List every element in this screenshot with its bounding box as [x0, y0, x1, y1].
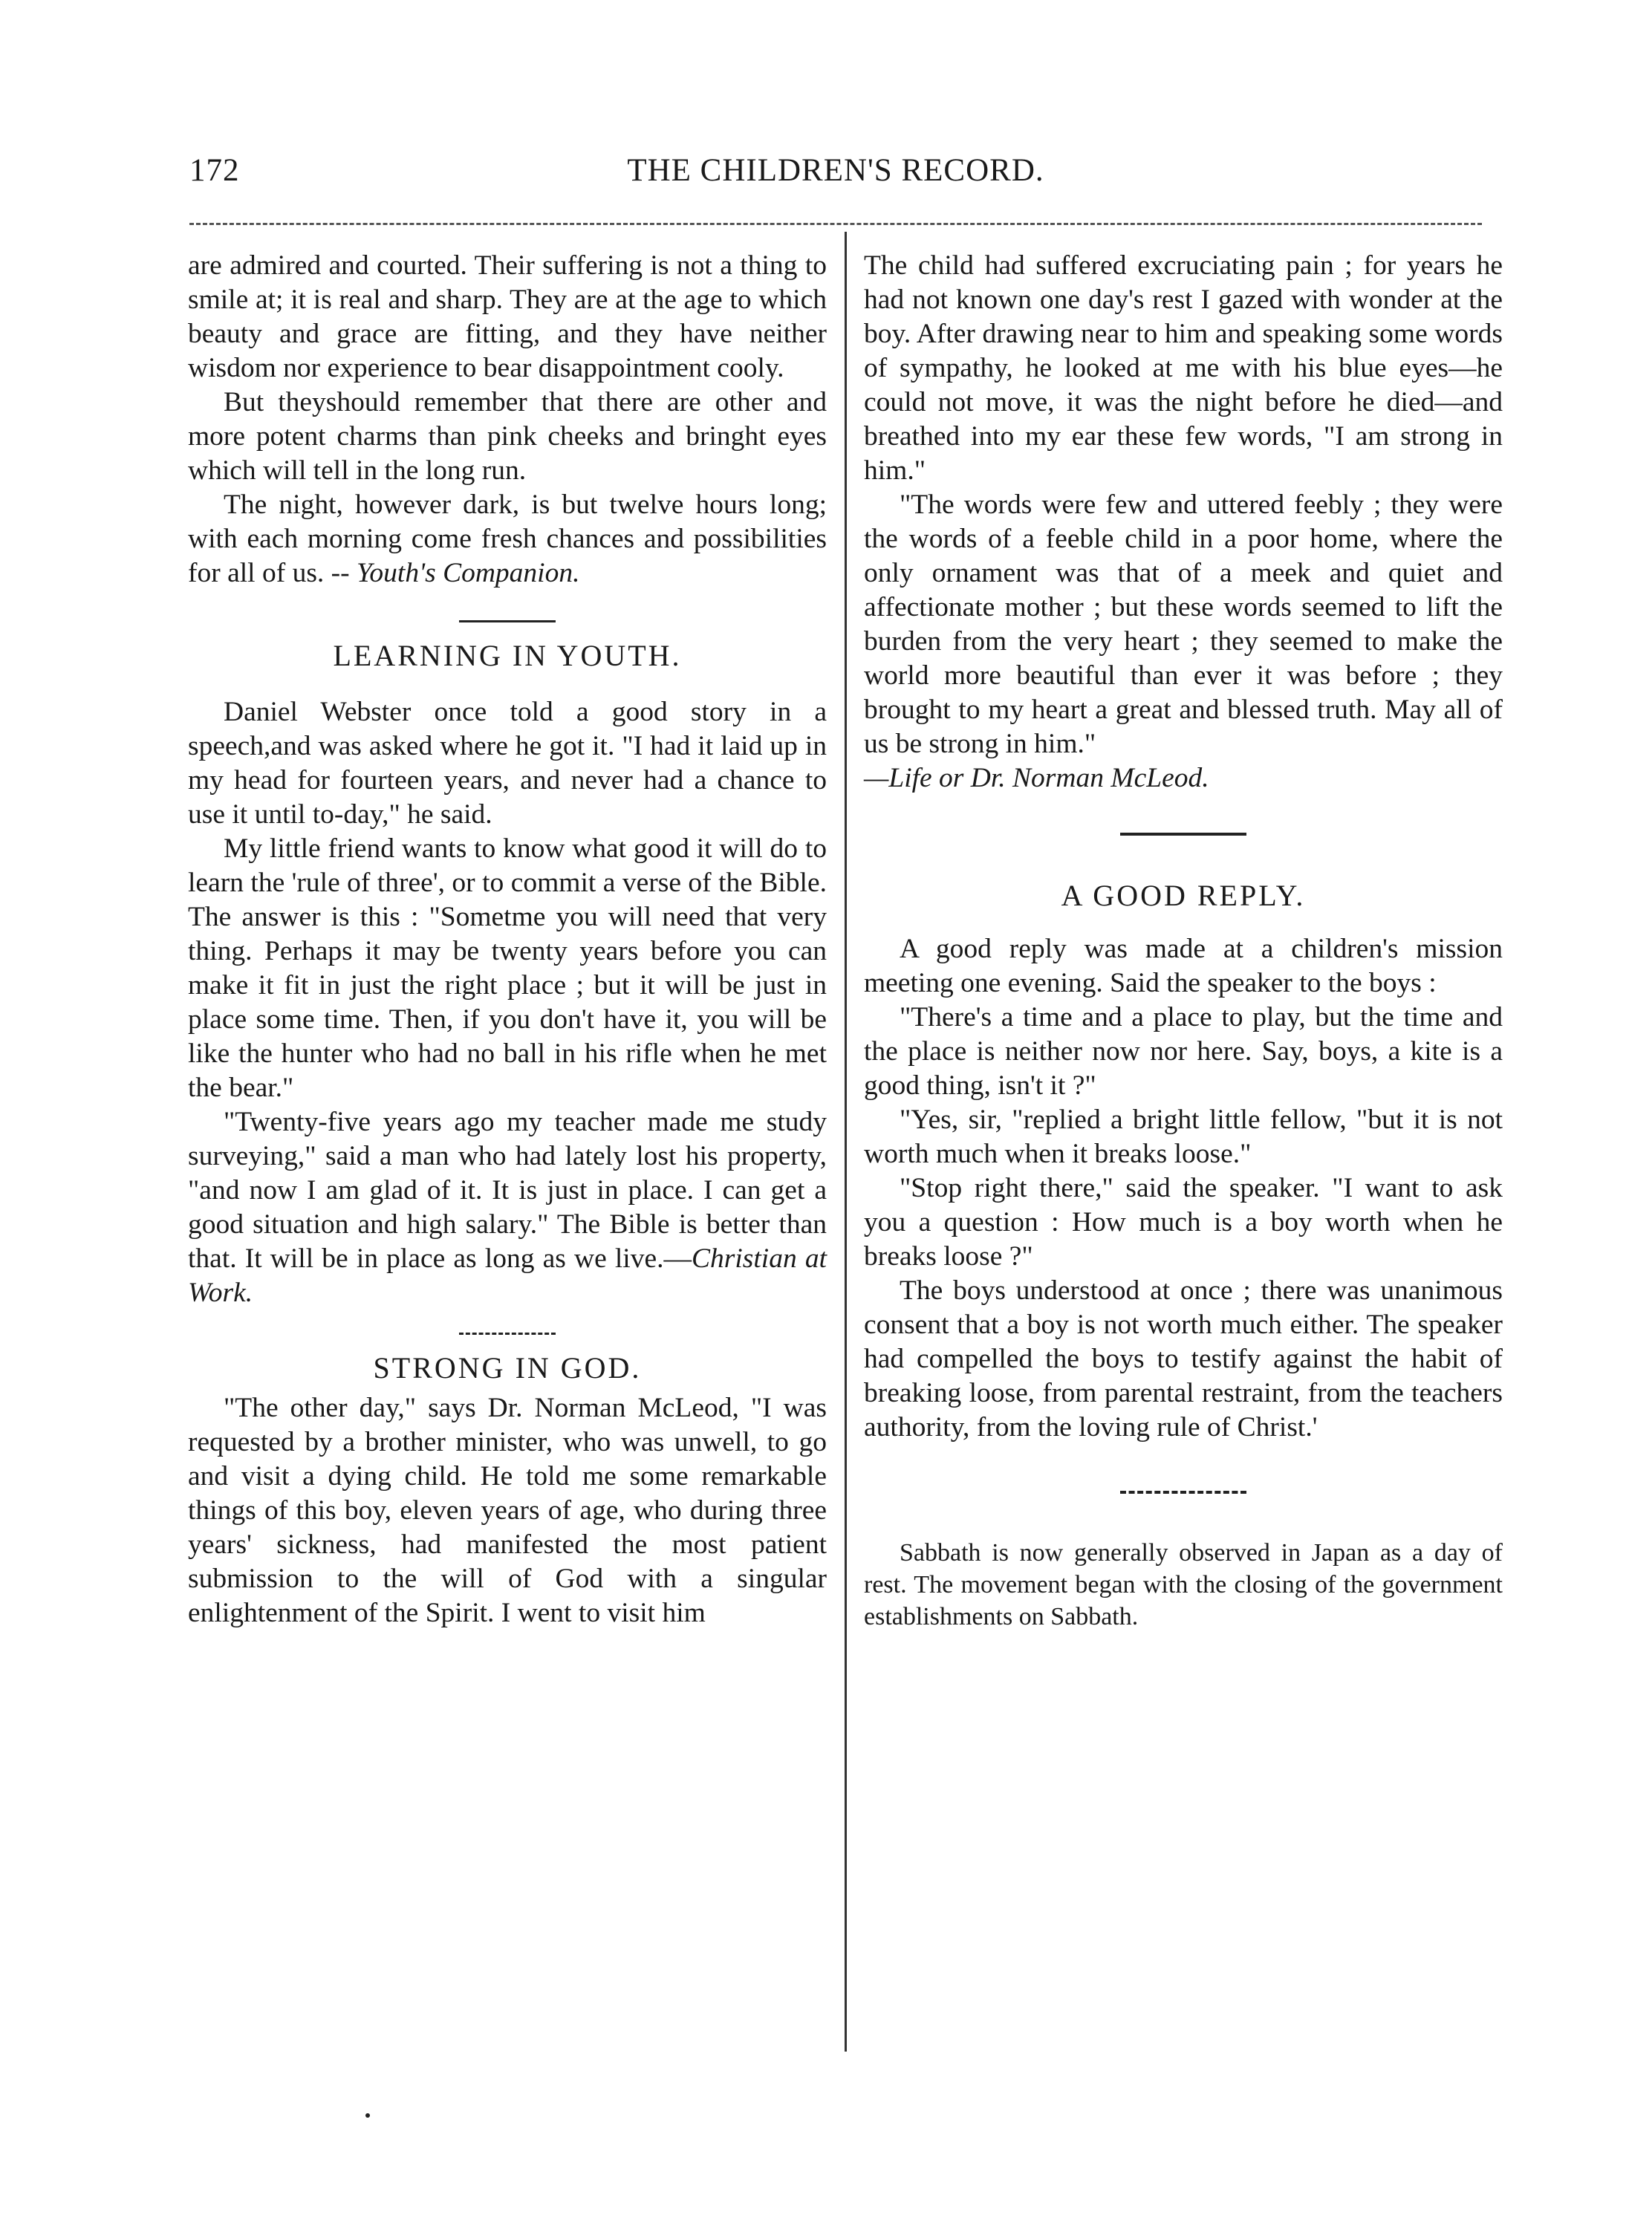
paragraph-surveying — [188, 1105, 827, 1310]
paragraph-rule-of-three: My little friend wants to know what good it will do to learn the 'rule of three', or to commit a verse of the Bible. The answer is this : "Sometme you will need that very thing. Perhaps it may be twenty years before you can make it fit in just the right place ; but it will be just in place some time. Then, if you don't have it, you will be like the hunter who had no ball in his rifle when he met the bear." — [188, 833, 827, 1103]
sabbath-note: Sabbath is now generally observed in Japan as a day of rest. The movement began with the closing of the government establishments on Sabbath. — [864, 1539, 1503, 1630]
left-column — [188, 249, 827, 1630]
paragraph-night-text: The night, however dark, is but twelve hours long; with each morning come fresh chances and possibilities for all of us. -- — [188, 489, 827, 588]
ink-speck — [365, 2113, 370, 2118]
source-life-of-mcleod — [864, 761, 1503, 796]
paragraph-yes-sir: "Yes, sir, "replied a bright little fellow, "but it is not worth much when it breaks loose." — [864, 1105, 1503, 1169]
header-rule — [189, 223, 1482, 225]
column-divider — [845, 232, 847, 2052]
paragraph-few-words: "The words were few and uttered feebly ; they were the words of a feeble child in a poor home, where the only ornament was that of a meek and quiet and affectionate mother ; but these words seemed to lift the burden from the very heart ; they seemed to make the world more beautiful than ever it was before ; they brought to my heart a great and blessed truth. May all of us be strong in him." — [864, 489, 1503, 759]
paragraph-boys-understood: The boys understood at once ; there was unanimous consent that a boy is not worth much either. The speaker had compelled the boys to testify against the habit of breaking loose, from parental restraint, from the teachers authority, from the loving rule of Christ.' — [864, 1275, 1503, 1442]
source-christian-at-work: Christian at Work. — [188, 1243, 827, 1308]
source-youths-companion: Youth's Companion. — [357, 558, 580, 588]
paragraph-time-and-place: "There's a time and a place to play, but the time and the place is neither now nor here. Say, boys, a kite is a good thing, isn't it ?" — [864, 1002, 1503, 1101]
page-header — [189, 152, 1482, 197]
paragraph-child-pain: The child had suffered excruciating pain ; for years he had not known one day's rest I gazed with wonder at the boy. After drawing near to him and speaking some words of sympathy, he looked at me with his blue eyes—he could not move, it was the night before he died—and breathed into my ear these few words, "I am strong in him." — [864, 250, 1503, 486]
paragraph-charms: But theyshould remember that there are other and more potent charms than pink cheeks and bringht eyes which will tell in the long run. — [188, 387, 827, 486]
right-column — [864, 249, 1503, 1633]
paragraph-stop-right-there: "Stop right there," said the speaker. "I want to ask you a question : How much is a boy worth when he breaks loose ?" — [864, 1173, 1503, 1272]
paragraph-night — [188, 488, 827, 591]
paragraph-good-reply: A good reply was made at a children's mission meeting one evening. Said the speaker to the boys : — [864, 934, 1503, 998]
heading-strong-in-god: STRONG IN GOD. — [373, 1351, 642, 1385]
paragraph-mcleod: "The other day," says Dr. Norman McLeod, "I was requested by a brother minister, who was unwell, to go and visit a dying child. He told me some remarkable things of this boy, eleven years of age, who during three years' sickness, had manifested the most patient submission to the will of God with a singular enlightenment of the Spirit. I went to visit him — [188, 1393, 827, 1628]
heading-learning-in-youth: LEARNING IN YOUTH. — [333, 639, 682, 672]
running-title: THE CHILDREN'S RECORD. — [627, 153, 1044, 188]
heading-a-good-reply: A GOOD REPLY. — [1061, 879, 1306, 912]
page-number: 172 — [189, 153, 240, 188]
continued-paragraph: are admired and courted. Their suffering is not a thing to smile at; it is real and sharp. They are at the age to which beauty and grace are fitting, and they have neither wisdom nor experience to bear disappointment cooly. — [188, 250, 827, 383]
paragraph-surveying-text: "Twenty-five years ago my teacher made me study surveying," said a man who had lately lost his property, "and now I am glad of it. It is just in place. I can get a good situation and high salary." The Bible is better than that. It will be in place as long as we live.— — [188, 1107, 827, 1274]
source-life-of-mcleod-text: —Life or Dr. Norman McLeod. — [864, 763, 1209, 793]
paragraph-webster: Daniel Webster once told a good story in a speech,and was asked where he got it. "I had it laid up in my head for fourteen years, and never had a chance to use it until to-day," he said. — [188, 697, 827, 830]
